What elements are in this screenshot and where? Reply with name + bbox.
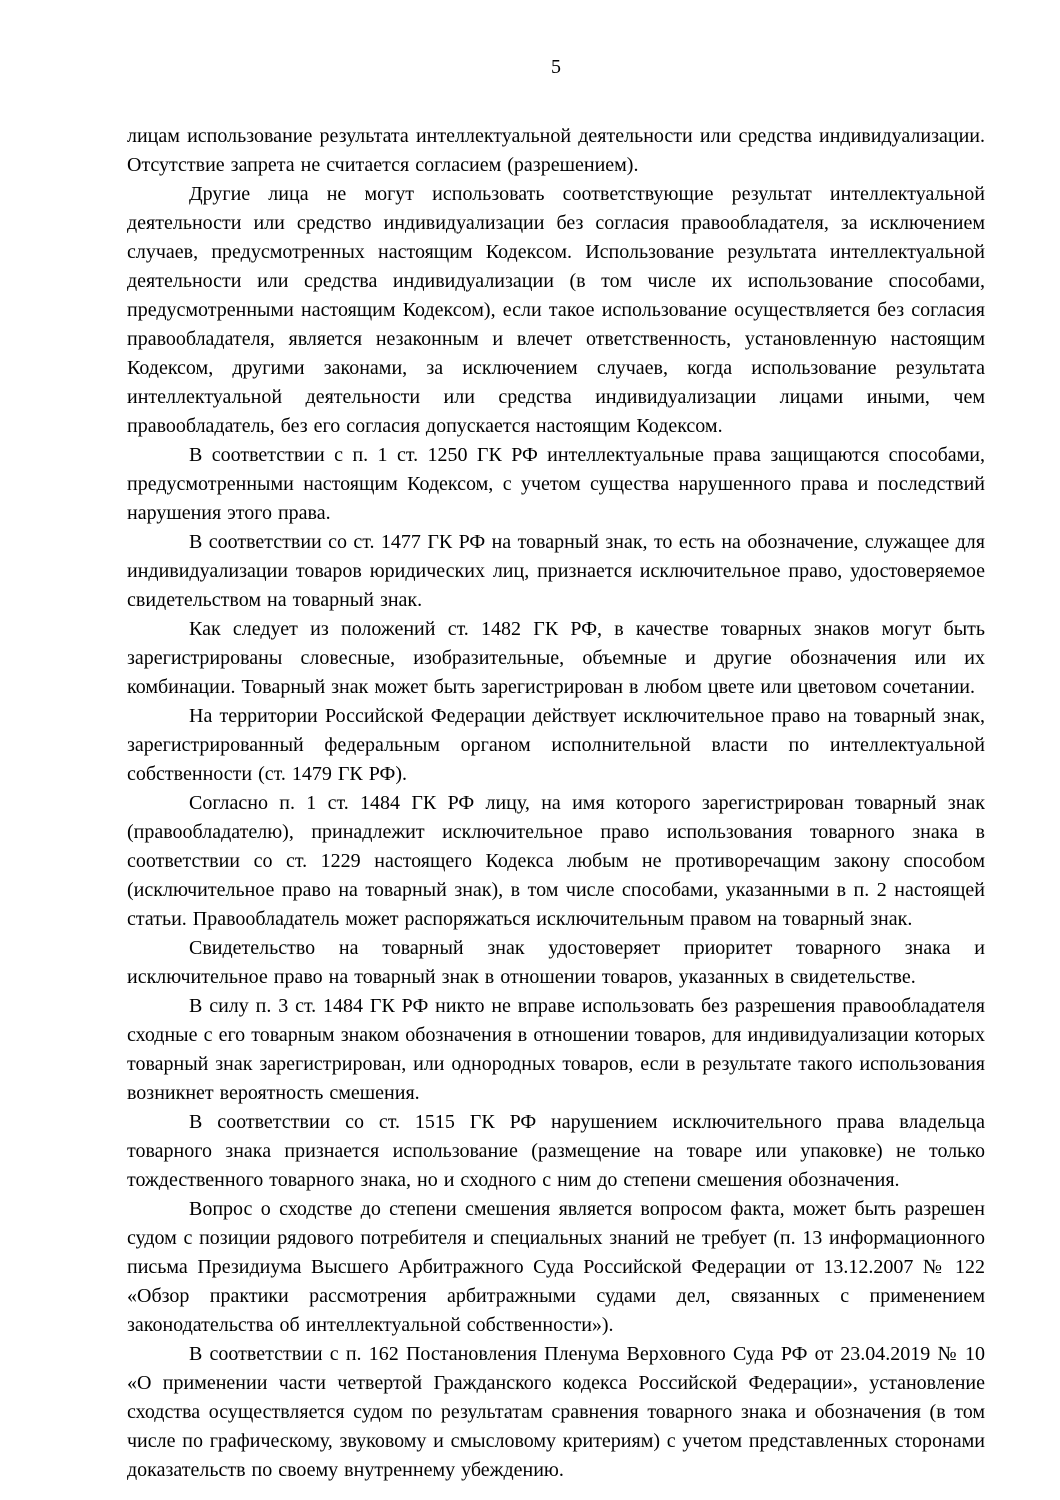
page-number: 5 [551,56,561,78]
paragraph: В соответствии со ст. 1515 ГК РФ нарушением исключительного права владельца товарного знака признается использование (размещение на товаре или упаковке) не только тождественного товарного знака, но и сходного с ним до степени смешения обозначения. [127,1111,985,1191]
paragraph: Вопрос о сходстве до степени смешения является вопросом факта, может быть разрешен судом с позиции рядового потребителя и специальных знаний не требует (п. 13 информационного письма Президиума Высшего Арбитражного Суда Российской Федерации от 13.12.2007 № 122 «Обзор практики рассмотрения арбитражными судами дел, связанных с применением законодательства об интеллектуальной собственности»). [127,1198,985,1336]
paragraph: В соответствии с п. 162 Постановления Пленума Верховного Суда РФ от 23.04.2019 № 10 «О применении части четвертой Гражданского кодекса Российской Федерации», установление сходства осуществляется судом по результатам сравнения товарного знака и обозначения (в том числе по графическому, звуковому и смысловому критериям) с учетом представленных сторонами доказательств по своему внутреннему убеждению. [127,1343,985,1481]
paragraph: Согласно п. 1 ст. 1484 ГК РФ лицу, на имя которого зарегистрирован товарный знак (правообладателю), принадлежит исключительное право использования товарного знака в соответствии со ст. 1229 настоящего Кодекса любым не противоречащим закону способом (исключительное право на товарный знак), в том числе способами, указанными в п. 2 настоящей статьи. Правообладатель может распоряжаться исключительным правом на товарный знак. [127,792,985,930]
paragraph: На территории Российской Федерации действует исключительное право на товарный знак, зарегистрированный федеральным органом исполнительной власти по интеллектуальной собственности (ст. 1479 ГК РФ). [127,705,985,785]
paragraph: Другие лица не могут использовать соответствующие результат интеллектуальной деятельности или средство индивидуализации без согласия правообладателя, за исключением случаев, предусмотренных настоящим Кодексом. Использование результата интеллектуальной деятельности или средства индивидуализации (в том числе их использование способами, предусмотренными настоящим Кодексом), если такое использование осуществляется без согласия правообладателя, является незаконным и влечет ответственность, установленную настоящим Кодексом, другими законами, за исключением случаев, когда использование результата интеллектуальной деятельности или средства индивидуализации лицами иными, чем правообладатель, без его согласия допускается настоящим Кодексом. [127,183,985,437]
paragraph: Свидетельство на товарный знак удостоверяет приоритет товарного знака и исключительное право на товарный знак в отношении товаров, указанных в свидетельстве. [127,937,985,988]
paragraph: лицам использование результата интеллектуальной деятельности или средства индивидуализации. Отсутствие запрета не считается согласием (разрешением). [127,125,985,176]
paragraph: Как следует из положений ст. 1482 ГК РФ, в качестве товарных знаков могут быть зарегистрированы словесные, изобразительные, объемные и другие обозначения или их комбинации. Товарный знак может быть зарегистрирован в любом цвете или цветовом сочетании. [127,618,985,698]
paragraph: В силу п. 3 ст. 1484 ГК РФ никто не вправе использовать без разрешения правообладателя сходные с его товарным знаком обозначения в отношении товаров, для индивидуализации которых товарный знак зарегистрирован, или однородных товаров, если в результате такого использования возникнет вероятность смешения. [127,995,985,1104]
paragraph: В соответствии со ст. 1477 ГК РФ на товарный знак, то есть на обозначение, служащее для индивидуализации товаров юридических лиц, признается исключительное право, удостоверяемое свидетельством на товарный знак. [127,531,985,611]
paragraph: В соответствии с п. 1 ст. 1250 ГК РФ интеллектуальные права защищаются способами, предусмотренными настоящим Кодексом, с учетом существа нарушенного права и последствий нарушения этого права. [127,444,985,524]
document-body [127,122,985,1485]
